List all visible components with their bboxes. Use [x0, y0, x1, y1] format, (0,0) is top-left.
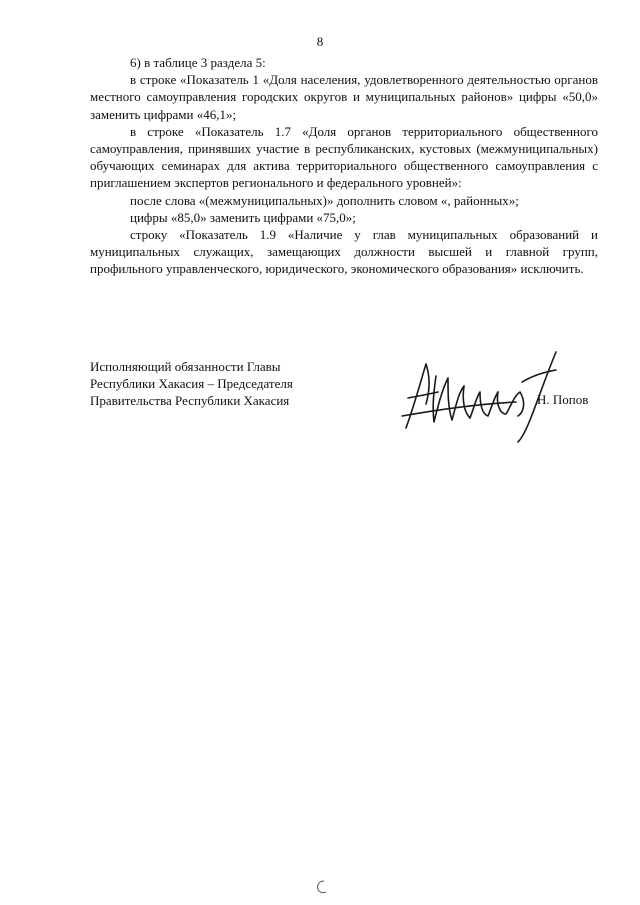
- paragraph: в строке «Показатель 1.7 «Доля органов территориального общественного самоуправления, принявших участие в республиканских, кустовых (межмуниципальных) обучающих семинарах для актива территориального общественного самоуправления с приглашением экспертов регионального и федерального уровней»:: [90, 123, 598, 191]
- signatory-position: [90, 358, 350, 409]
- document-body: [90, 54, 598, 278]
- scan-artifact-mark: [312, 878, 332, 896]
- position-line: Республики Хакасия – Председателя: [90, 376, 293, 391]
- position-line: Правительства Республики Хакасия: [90, 393, 290, 408]
- paragraph: 6) в таблице 3 раздела 5:: [130, 55, 266, 70]
- page-number: 8: [316, 34, 324, 49]
- signer-name: Н. Попов: [537, 392, 589, 407]
- paragraph: после слова «(межмуниципальных)» дополнить словом «, районных»;: [130, 192, 519, 208]
- position-line: Исполняющий обязанности Главы: [90, 359, 281, 374]
- paragraph: строку «Показатель 1.9 «Наличие у глав муниципальных образований и муниципальных служащих, замещающих должности высшей и главной групп, профильного управленческого, юридического, экономического образования» исключить.: [90, 227, 598, 277]
- paragraph: в строке «Показатель 1 «Доля населения, удовлетворенного деятельностью органов местного самоуправления городских округов и муниципальных районов» цифры «50,0» заменить цифрами «46,1»;: [90, 72, 598, 122]
- paragraph: цифры «85,0» заменить цифрами «75,0»;: [130, 209, 356, 225]
